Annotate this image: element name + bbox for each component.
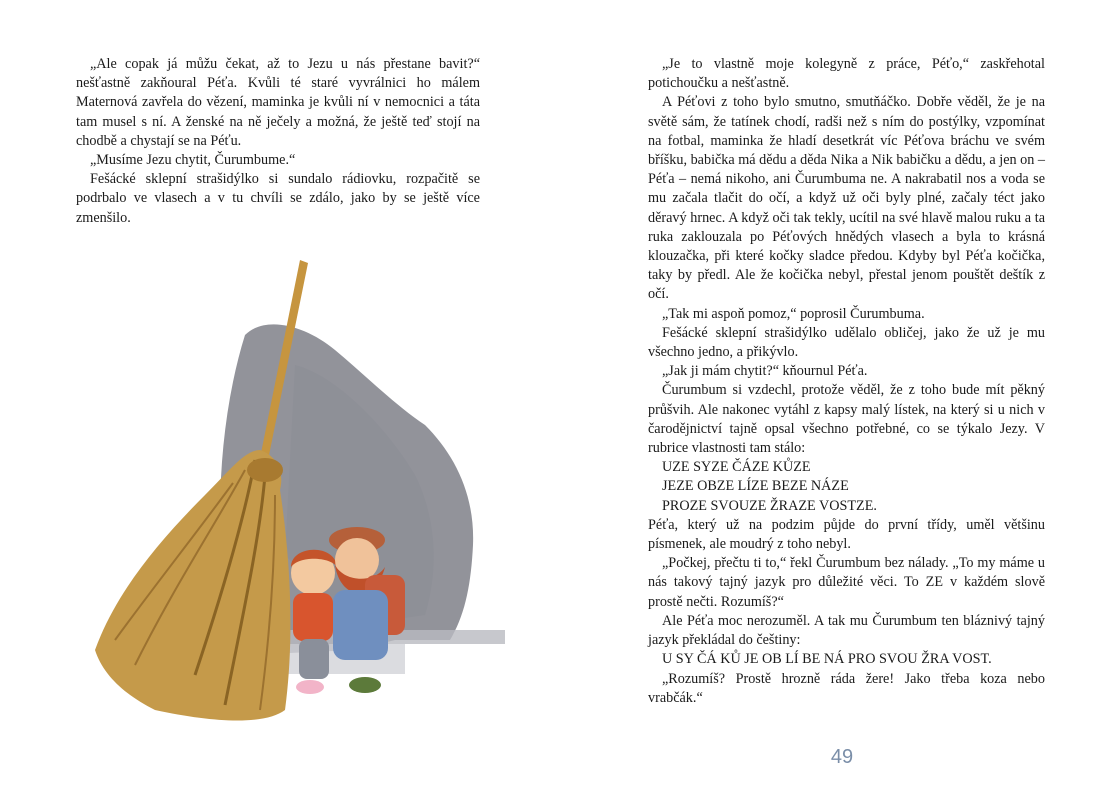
left-page-text	[76, 55, 480, 228]
translation-line: U SY ČÁ KŮ JE OB LÍ BE NÁ PRO SVOU ŽRA VOST.	[662, 651, 992, 668]
paragraph: Fešácké sklepní strašidýlko si sundalo rádiovku, rozpačitě se podrbalo ve vlasech a v tu chvíli se zdálo, jako by se ještě více zmenšilo.	[76, 171, 480, 226]
page-number: 49	[830, 746, 854, 768]
paragraph: „Ale copak já můžu čekat, až to Jezu u nás přestane bavit?“ nešťastně zakňoural Péťa. Kvůli té staré vyvrálnici ho málem Maternová zavřela do vězení, maminka je kvůli ní v nemocnici a táta tam musel s ní. A ženské na ně ječely a možná, že ještě teď stojí na chodbě a chystají se na Péťu.	[76, 56, 480, 149]
paragraph: Čurumbum si vzdechl, protože věděl, že z toho bude mít pěkný průšvih. Ale nakonec vytáhl z kapsy malý lístek, na který si u nich v čarodějnictví tajně opsal všechno potřebné, co se týkalo Jezy. V rubrice vlastnosti tam stálo:	[648, 382, 1045, 457]
paragraph: „Tak mi aspoň pomoz,“ poprosil Čurumbuma.	[662, 305, 925, 322]
code-line: JEZE OBZE LÍZE BEZE NÁZE	[662, 478, 849, 495]
paragraph: „Musíme Jezu chytit, Čurumbume.“	[90, 152, 296, 169]
paragraph: Péťa, který už na podzim půjde do první třídy, uměl většinu písmenek, ale moudrý z toho nebyl.	[648, 516, 1045, 553]
paragraph: „Počkej, přečtu ti to,“ řekl Čurumbum bez nálady. „To my máme u nás takový tajný jazyk pro důležité věci. To ZE v každém slově prostě nečti. Rozumíš?“	[648, 555, 1045, 610]
code-line: UZE SYZE ČÁZE KŮZE	[662, 459, 811, 476]
paragraph: Fešácké sklepní strašidýlko udělalo obličej, jako že už je mu všechno jedno, a přikývlo.	[648, 324, 1045, 361]
gnome-overalls	[333, 590, 388, 660]
paragraph: „Jak ji mám chytit?“ kňournul Péťa.	[662, 363, 868, 380]
paragraph: Ale Péťa moc nerozuměl. A tak mu Čurumbum ten bláznivý tajný jazyk překládal do češtiny:	[648, 612, 1045, 649]
code-line: PROZE SVOUZE ŽRAZE VOSTZE.	[662, 497, 877, 514]
child-body	[293, 593, 333, 641]
paragraph: „Je to vlastně moje kolegyně z práce, Péťo,“ zaskřehotal potichoučku a nešťastně.	[648, 56, 1045, 92]
right-page-text	[648, 55, 1045, 708]
paragraph: A Péťovi z toho bylo smutno, smutňáčko. Dobře věděl, že je na světě sám, že tatínek chodí, radši než s ním do postýlky, vzpomínat na fotbal, maminka že hladí desetkrát víc Péťova bráchu ve svém bříšku, babička má dědu a děda Nika a Nik babičku a dědu, a jen on – Péťa – nemá nikoho, ani Čurumbuma ne. A nakrabatil nos a voda se mu začala tlačit do očí, a když už oči byly plné, začaly téct jako děravý hrnec. A když oči tak tekly, ucítil na své hlavě malou ruku a ta ruka zaklouzala po Péťových hnědých vlasech a byla to krásná klouzačka, při které kočky sladce předou. Kdyby byl Péťa kočička, taky by předl. Ale že kočička nebyl, přestal jenom pouštět deštík z očí.	[648, 94, 1045, 303]
right-page	[552, 0, 1103, 800]
illustration-broom-children	[95, 255, 515, 725]
paragraph: „Rozumíš? Prostě hrozně ráda žere! Jako třeba koza nebo vrabčák.“	[648, 670, 1045, 706]
broom-head	[95, 450, 290, 721]
